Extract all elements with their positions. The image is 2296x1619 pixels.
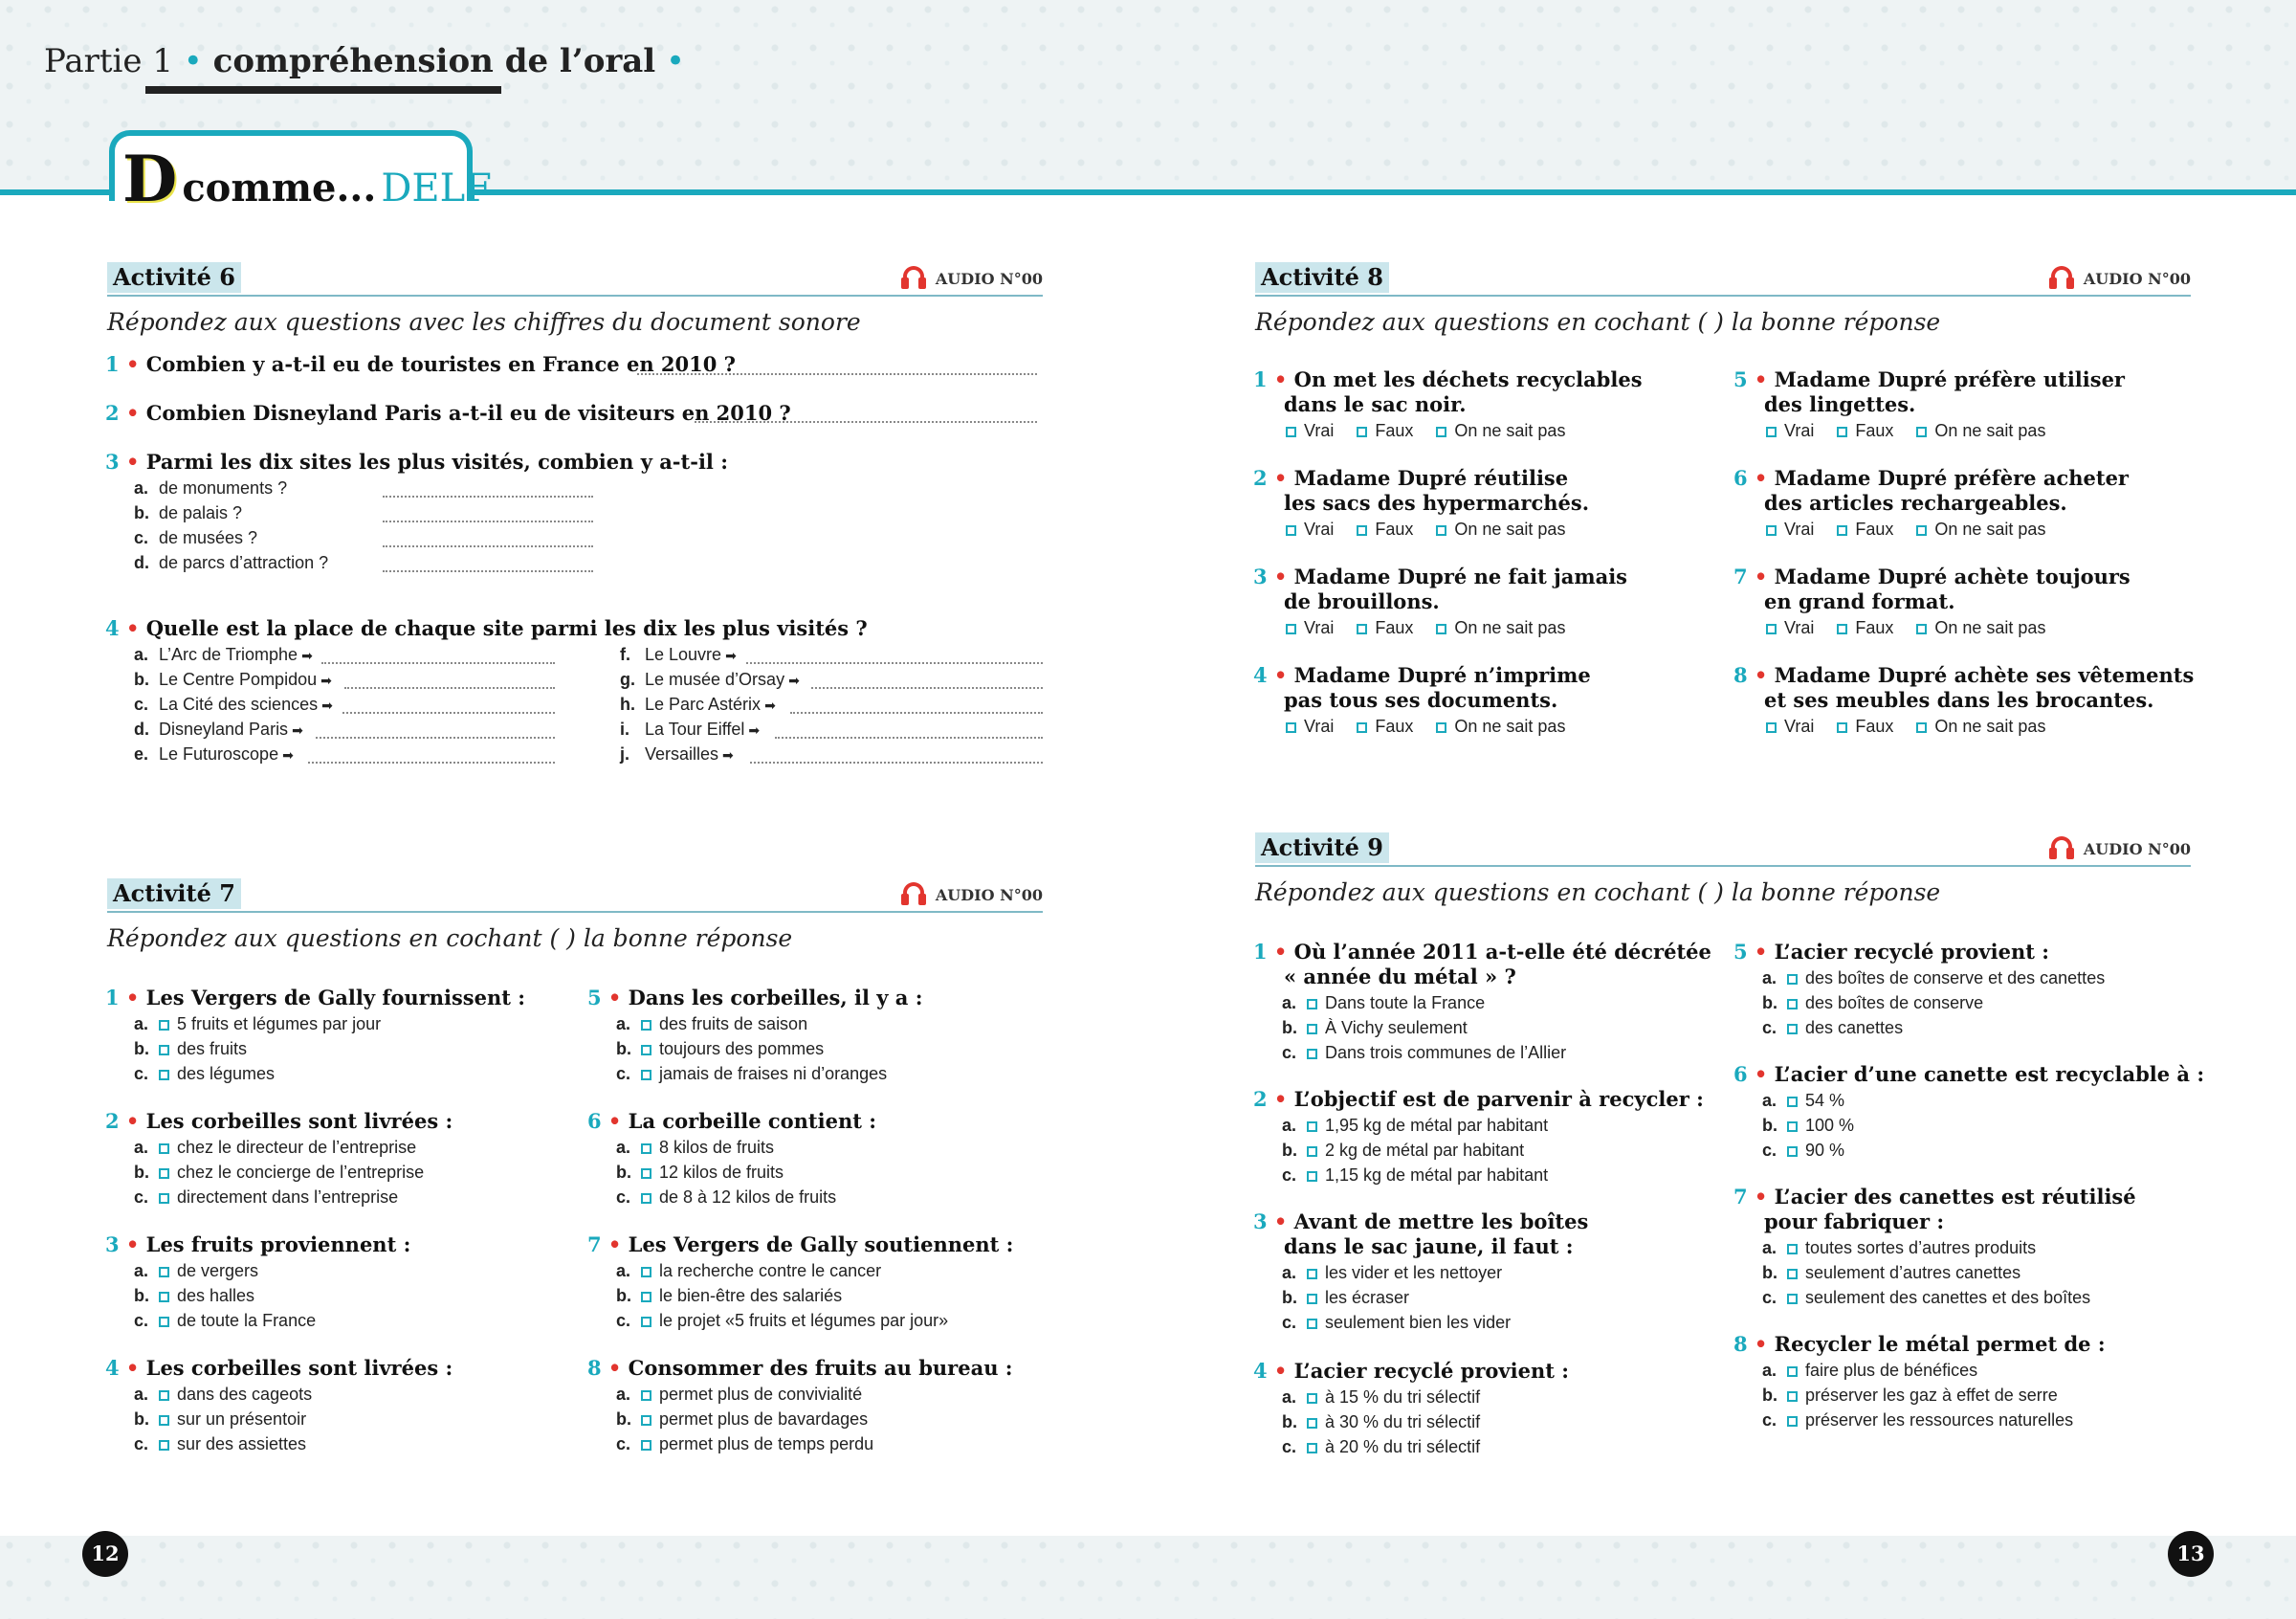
question: 4 • L’acier recyclé provient : (1253, 1359, 1569, 1383)
question: 3 • Les fruits proviennent : (105, 1232, 411, 1256)
page-number-right: 13 (2168, 1531, 2214, 1577)
choice-label[interactable]: Faux (1855, 717, 1894, 736)
answer-option[interactable]: c. sur des assiettes (134, 1434, 307, 1453)
list-item: a. L’Arc de Triomphe ➡ (134, 645, 313, 664)
list-item: c. La Cité des sciences ➡ (134, 695, 333, 714)
question: 2 • Les corbeilles sont livrées : (105, 1109, 453, 1133)
question: 7 • Les Vergers de Gally soutiennent : (587, 1232, 1014, 1256)
checkbox-icon[interactable] (641, 1317, 651, 1327)
choice-label[interactable]: Faux (1375, 618, 1414, 637)
checkbox-icon[interactable] (1916, 624, 1927, 634)
checkbox-icon[interactable] (159, 1267, 169, 1277)
question: 8 • Madame Dupré achète ses vêtements (1733, 663, 2195, 687)
checkbox-icon[interactable] (1837, 427, 1847, 437)
choice-label[interactable]: Vrai (1304, 520, 1335, 539)
answer-option[interactable]: b. des fruits (134, 1039, 248, 1058)
activity8-audio[interactable] (2049, 266, 2191, 291)
checkbox-icon[interactable] (1307, 1443, 1317, 1453)
activity6-question-4: 4 • Quelle est la place de chaque site parmi les dix les plus visités ? (105, 616, 868, 640)
answer-option[interactable]: a. 5 fruits et légumes par jour (134, 1014, 382, 1033)
question: 4 • Madame Dupré n’imprime (1253, 663, 1591, 687)
delf-title (122, 142, 492, 216)
checkbox-icon[interactable] (1436, 722, 1446, 733)
question: 7 • Madame Dupré achète toujours (1733, 565, 2130, 588)
choice-label[interactable]: On ne sait pas (1934, 421, 2046, 440)
question: 6 • La corbeille contient : (587, 1109, 876, 1133)
answer-option[interactable]: a. à 15 % du tri sélectif (1282, 1387, 1481, 1407)
activity6-instruction: Répondez aux questions avec les chiffres du document sonore (107, 308, 861, 336)
answer-option[interactable]: a. la recherche contre le cancer (616, 1261, 882, 1280)
question-line2: en grand format. (1764, 589, 1955, 613)
checkbox-icon[interactable] (1307, 1049, 1317, 1059)
list-item: j. Versailles ➡ (620, 744, 734, 764)
checkbox-icon[interactable] (641, 1440, 651, 1451)
checkbox-icon[interactable] (1787, 1366, 1798, 1377)
choice-label[interactable]: On ne sait pas (1934, 520, 2046, 539)
checkbox-icon[interactable] (1787, 1416, 1798, 1427)
answer-option[interactable]: c. de toute la France (134, 1311, 317, 1330)
choice-label[interactable]: Faux (1855, 421, 1894, 440)
choice-label[interactable]: Vrai (1304, 421, 1335, 440)
checkbox-icon[interactable] (1307, 1171, 1317, 1182)
checkbox-icon[interactable] (1766, 525, 1777, 536)
answer-option[interactable]: c. le projet «5 fruits et légumes par jour» (616, 1311, 949, 1330)
choice-label[interactable]: Faux (1375, 520, 1414, 539)
checkbox-icon[interactable] (641, 1267, 651, 1277)
question-line2: dans le sac noir. (1284, 392, 1467, 416)
list-item: b. Le Centre Pompidou ➡ (134, 670, 332, 689)
question-line2: dans le sac jaune, il faut : (1284, 1234, 1574, 1258)
choice-label[interactable]: On ne sait pas (1454, 421, 1566, 440)
answer-option[interactable]: c. jamais de fraises ni d’oranges (616, 1064, 888, 1083)
question-line2: pas tous ses documents. (1284, 688, 1558, 712)
question: 8 • Consommer des fruits au bureau : (587, 1356, 1013, 1380)
answer-option[interactable]: c. permet plus de temps perdu (616, 1434, 874, 1453)
list-item: i. La Tour Eiffel ➡ (620, 720, 761, 739)
choice-label[interactable]: Faux (1375, 421, 1414, 440)
checkbox-icon[interactable] (1766, 722, 1777, 733)
checkbox-icon[interactable] (1916, 722, 1927, 733)
question: 7 • L’acier des canettes est réutilisé (1733, 1185, 2136, 1209)
answer-option[interactable]: a. permet plus de convivialité (616, 1385, 863, 1404)
checkbox-icon[interactable] (1766, 624, 1777, 634)
question-line2: des articles rechargeables. (1764, 491, 2067, 515)
answer-option[interactable]: c. des légumes (134, 1064, 276, 1083)
answer-option[interactable]: a. des boîtes de conserve et des canettes (1762, 968, 2106, 987)
list-item: b. de palais ? (134, 503, 243, 522)
question: 3 • Avant de mettre les boîtes (1253, 1209, 1589, 1233)
answer-option[interactable]: b. le bien-être des salariés (616, 1286, 843, 1305)
audio-label: AUDIO N°00 (935, 269, 1043, 288)
answer-option[interactable]: b. chez le concierge de l’entreprise (134, 1163, 425, 1182)
activity6-question-3: 3 • Parmi les dix sites les plus visités, combien y a-t-il : (105, 450, 728, 474)
question: 2 • L’objectif est de parvenir à recycler : (1253, 1087, 1704, 1111)
checkbox-icon[interactable] (1286, 722, 1296, 733)
answer-option[interactable]: b. des boîtes de conserve (1762, 993, 1984, 1012)
question-line2: des lingettes. (1764, 392, 1916, 416)
checkbox-icon[interactable] (1307, 999, 1317, 1009)
activity7-header (107, 878, 1043, 913)
answer-line[interactable] (383, 496, 593, 498)
answer-option[interactable]: c. préserver les ressources naturelles (1762, 1410, 2074, 1430)
delf-comme: comme... (182, 166, 377, 211)
choice-label[interactable]: Vrai (1784, 717, 1815, 736)
choice-label[interactable]: Vrai (1784, 618, 1815, 637)
choice-label[interactable]: On ne sait pas (1454, 618, 1566, 637)
answer-option[interactable]: a. Dans toute la France (1282, 993, 1486, 1012)
checkbox-icon[interactable] (159, 1143, 169, 1154)
activity6-audio[interactable] (901, 266, 1043, 291)
answer-option[interactable]: c. seulement des canettes et des boîtes (1762, 1288, 2091, 1307)
true-false-choices (1766, 518, 2068, 541)
question: 2 • Madame Dupré réutilise (1253, 466, 1569, 490)
true-false-choices (1286, 518, 1588, 541)
question: 3 • Madame Dupré ne fait jamais (1253, 565, 1628, 588)
checkbox-icon[interactable] (159, 1193, 169, 1204)
checkbox-icon[interactable] (1916, 525, 1927, 536)
question-line2: « année du métal » ? (1284, 965, 1516, 988)
activity9-audio[interactable] (2049, 836, 2191, 861)
activity6-header (107, 262, 1043, 297)
answer-line[interactable] (746, 662, 1043, 664)
answer-option[interactable]: c. directement dans l’entreprise (134, 1187, 399, 1207)
answer-option[interactable]: b. À Vichy seulement (1282, 1018, 1468, 1037)
answer-line[interactable] (637, 373, 1037, 375)
list-item: d. de parcs d’attraction ? (134, 553, 329, 572)
activity7-label: Activité 7 (107, 878, 241, 909)
answer-option[interactable]: b. permet plus de bavardages (616, 1409, 869, 1429)
checkbox-icon[interactable] (641, 1390, 651, 1401)
activity6-label: Activité 6 (107, 262, 241, 293)
choice-label[interactable]: Vrai (1784, 421, 1815, 440)
question: 1 • On met les déchets recyclables (1253, 367, 1643, 391)
checkbox-icon[interactable] (159, 1045, 169, 1055)
true-false-choices (1286, 419, 1588, 442)
answer-option[interactable]: a. faire plus de bénéfices (1762, 1361, 1978, 1380)
answer-option[interactable]: b. des halles (134, 1286, 255, 1305)
true-false-choices (1286, 616, 1588, 639)
answer-option[interactable]: c. Dans trois communes de l’Allier (1282, 1043, 1567, 1062)
choice-label[interactable]: On ne sait pas (1934, 717, 2046, 736)
checkbox-icon[interactable] (159, 1168, 169, 1179)
question: 6 • Madame Dupré préfère acheter (1733, 466, 2129, 490)
answer-option[interactable]: c. 1,15 kg de métal par habitant (1282, 1165, 1549, 1185)
answer-line[interactable] (321, 662, 555, 664)
audio-label: AUDIO N°00 (2083, 269, 2191, 288)
checkbox-icon[interactable] (1307, 1146, 1317, 1157)
question: 8 • Recycler le métal permet de : (1733, 1332, 2106, 1356)
list-item: g. Le musée d’Orsay ➡ (620, 670, 800, 689)
answer-line[interactable] (811, 687, 1043, 689)
answer-option[interactable]: c. 90 % (1762, 1141, 1845, 1160)
choice-label[interactable]: Faux (1855, 520, 1894, 539)
choice-label[interactable]: On ne sait pas (1454, 717, 1566, 736)
answer-line[interactable] (383, 521, 593, 522)
checkbox-icon[interactable] (641, 1292, 651, 1302)
checkbox-icon[interactable] (641, 1193, 651, 1204)
list-item: d. Disneyland Paris ➡ (134, 720, 303, 739)
checkbox-icon[interactable] (1916, 427, 1927, 437)
list-item: e. Le Futuroscope ➡ (134, 744, 294, 764)
question-line2: pour fabriquer : (1764, 1209, 1945, 1233)
answer-option[interactable]: c. de 8 à 12 kilos de fruits (616, 1187, 837, 1207)
question: 5 • L’acier recyclé provient : (1733, 940, 2049, 964)
checkbox-icon[interactable] (1787, 1146, 1798, 1157)
activity6-question-2: 2 • Combien Disneyland Paris a-t-il eu de visiteurs en 2010 ? (105, 401, 791, 425)
checkbox-icon[interactable] (641, 1143, 651, 1154)
checkbox-icon[interactable] (1286, 427, 1296, 437)
list-item: c. de musées ? (134, 528, 258, 547)
checkbox-icon[interactable] (1837, 525, 1847, 536)
checkbox-icon[interactable] (1787, 999, 1798, 1009)
checkbox-icon[interactable] (1307, 1393, 1317, 1404)
answer-option[interactable]: b. préserver les gaz à effet de serre (1762, 1386, 2058, 1405)
checkbox-icon[interactable] (641, 1045, 651, 1055)
choice-label[interactable]: On ne sait pas (1934, 618, 2046, 637)
checkbox-icon[interactable] (1307, 1294, 1317, 1304)
checkbox-icon[interactable] (1787, 1097, 1798, 1107)
checkbox-icon[interactable] (1787, 1294, 1798, 1304)
checkbox-icon[interactable] (159, 1440, 169, 1451)
checkbox-icon[interactable] (1307, 1024, 1317, 1034)
checkbox-icon[interactable] (1286, 624, 1296, 634)
answer-option[interactable]: b. sur un présentoir (134, 1409, 307, 1429)
checkbox-icon[interactable] (1787, 1024, 1798, 1034)
activity9-label: Activité 9 (1255, 832, 1389, 863)
answer-line[interactable] (344, 687, 555, 689)
answer-option[interactable]: b. les écraser (1282, 1288, 1410, 1307)
answer-option[interactable]: c. à 20 % du tri sélectif (1282, 1437, 1481, 1456)
part-label: Partie 1 (44, 42, 173, 80)
answer-option[interactable]: a. de vergers (134, 1261, 259, 1280)
checkbox-icon[interactable] (159, 1317, 169, 1327)
checkbox-icon[interactable] (1787, 1244, 1798, 1254)
checkbox-icon[interactable] (1787, 1391, 1798, 1402)
header-underline (145, 86, 501, 94)
answer-line[interactable] (316, 737, 555, 739)
checkbox-icon[interactable] (1357, 624, 1367, 634)
checkbox-icon[interactable] (1787, 974, 1798, 985)
activity8-label: Activité 8 (1255, 262, 1389, 293)
checkbox-icon[interactable] (1307, 1319, 1317, 1329)
answer-option[interactable]: a. 1,95 kg de métal par habitant (1282, 1116, 1549, 1135)
answer-option[interactable]: b. 100 % (1762, 1116, 1855, 1135)
true-false-choices (1286, 715, 1588, 738)
checkbox-icon[interactable] (1766, 427, 1777, 437)
answer-option[interactable]: b. toujours des pommes (616, 1039, 825, 1058)
activity8-instruction: Répondez aux questions en cochant ( ) la bonne réponse (1255, 308, 1941, 336)
choice-label[interactable]: Faux (1375, 717, 1414, 736)
page-number-left: 12 (82, 1531, 128, 1577)
checkbox-icon[interactable] (641, 1020, 651, 1031)
activity7-audio[interactable] (901, 882, 1043, 907)
answer-option[interactable]: c. des canettes (1762, 1018, 1904, 1037)
question-line2: les sacs des hypermarchés. (1284, 491, 1590, 515)
answer-line[interactable] (342, 712, 555, 714)
checkbox-icon[interactable] (159, 1415, 169, 1426)
headphones-icon (2049, 266, 2078, 291)
checkbox-icon[interactable] (159, 1292, 169, 1302)
true-false-choices (1766, 715, 2068, 738)
checkbox-icon[interactable] (1787, 1121, 1798, 1132)
question: 1 • Les Vergers de Gally fournissent : (105, 986, 525, 1009)
checkbox-icon[interactable] (1837, 624, 1847, 634)
activity9-header (1255, 832, 2191, 867)
choice-label[interactable]: Vrai (1304, 618, 1335, 637)
checkbox-icon[interactable] (1837, 722, 1847, 733)
choice-label[interactable]: On ne sait pas (1454, 520, 1566, 539)
list-item: a. de monuments ? (134, 478, 288, 498)
activity7-instruction: Répondez aux questions en cochant ( ) la bonne réponse (107, 924, 793, 952)
checkbox-icon[interactable] (641, 1070, 651, 1080)
question: 5 • Madame Dupré préfère utiliser (1733, 367, 2125, 391)
checkbox-icon[interactable] (1436, 525, 1446, 536)
answer-line[interactable] (790, 712, 1043, 714)
answer-option[interactable]: a. 54 % (1762, 1091, 1845, 1110)
answer-option[interactable]: b. seulement d’autres canettes (1762, 1263, 2021, 1282)
answer-line[interactable] (695, 421, 1037, 423)
checkbox-icon[interactable] (1286, 525, 1296, 536)
choice-label[interactable]: Vrai (1784, 520, 1815, 539)
activity8-header (1255, 262, 2191, 297)
audio-label: AUDIO N°00 (935, 885, 1043, 904)
checkbox-icon[interactable] (641, 1168, 651, 1179)
question: 6 • L’acier d’une canette est recyclable à : (1733, 1062, 2205, 1086)
checkbox-icon[interactable] (641, 1415, 651, 1426)
list-item: f. Le Louvre ➡ (620, 645, 737, 664)
answer-option[interactable]: b. 2 kg de métal par habitant (1282, 1141, 1525, 1160)
answer-option[interactable]: a. 8 kilos de fruits (616, 1138, 775, 1157)
headphones-icon (2049, 836, 2078, 861)
answer-line[interactable] (383, 545, 593, 547)
list-item: h. Le Parc Astérix ➡ (620, 695, 776, 714)
checkbox-icon[interactable] (1307, 1269, 1317, 1279)
answer-line[interactable] (383, 570, 593, 572)
delf-word: DELF (381, 166, 492, 211)
answer-line[interactable] (775, 737, 1043, 739)
answer-line[interactable] (308, 762, 555, 764)
checkbox-icon[interactable] (159, 1390, 169, 1401)
running-header: Partie 1 • compréhension de l’oral • (44, 42, 686, 80)
answer-option[interactable]: b. à 30 % du tri sélectif (1282, 1412, 1481, 1431)
checkbox-icon[interactable] (1307, 1121, 1317, 1132)
answer-option[interactable]: a. des fruits de saison (616, 1014, 808, 1033)
answer-line[interactable] (750, 762, 1043, 764)
answer-option[interactable]: a. les vider et les nettoyer (1282, 1263, 1503, 1282)
section-title: compréhension de l’oral (212, 42, 656, 80)
answer-option[interactable]: a. dans des cageots (134, 1385, 313, 1404)
activity6-question-1: 1 • Combien y a-t-il eu de touristes en France en 2010 ? (105, 352, 736, 376)
checkbox-icon[interactable] (1357, 525, 1367, 536)
checkbox-icon[interactable] (1787, 1269, 1798, 1279)
question: 5 • Dans les corbeilles, il y a : (587, 986, 923, 1009)
question-line2: de brouillons. (1284, 589, 1440, 613)
footer-background-pattern (0, 1536, 2296, 1619)
checkbox-icon[interactable] (1357, 722, 1367, 733)
audio-label: AUDIO N°00 (2083, 839, 2191, 858)
checkbox-icon[interactable] (1307, 1418, 1317, 1429)
choice-label[interactable]: Vrai (1304, 717, 1335, 736)
question: 1 • Où l’année 2011 a-t-elle été décrétée (1253, 940, 1711, 964)
answer-option[interactable]: a. chez le directeur de l’entreprise (134, 1138, 417, 1157)
delf-letter: D (122, 142, 178, 216)
answer-option[interactable]: b. 12 kilos de fruits (616, 1163, 784, 1182)
true-false-choices (1766, 419, 2068, 442)
checkbox-icon[interactable] (159, 1070, 169, 1080)
activity9-instruction: Répondez aux questions en cochant ( ) la bonne réponse (1255, 878, 1941, 906)
answer-option[interactable]: a. toutes sortes d’autres produits (1762, 1238, 2037, 1257)
checkbox-icon[interactable] (1436, 624, 1446, 634)
checkbox-icon[interactable] (1436, 427, 1446, 437)
answer-option[interactable]: c. seulement bien les vider (1282, 1313, 1512, 1332)
question-line2: et ses meubles dans les brocantes. (1764, 688, 2154, 712)
headphones-icon (901, 882, 930, 907)
checkbox-icon[interactable] (1357, 427, 1367, 437)
checkbox-icon[interactable] (159, 1020, 169, 1031)
question: 4 • Les corbeilles sont livrées : (105, 1356, 453, 1380)
true-false-choices (1766, 616, 2068, 639)
choice-label[interactable]: Faux (1855, 618, 1894, 637)
headphones-icon (901, 266, 930, 291)
